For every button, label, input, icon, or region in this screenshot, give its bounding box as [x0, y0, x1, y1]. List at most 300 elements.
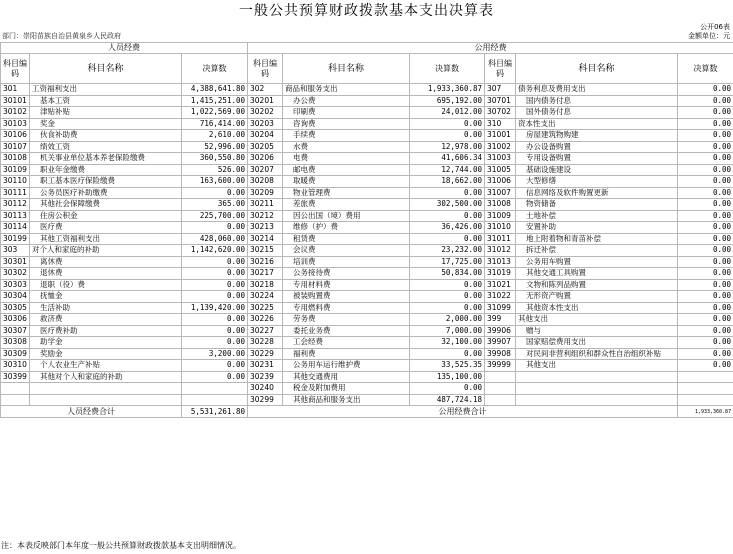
account-name: 其他支出: [516, 360, 678, 372]
account-amount: [182, 394, 248, 406]
account-amount: 0.00: [678, 268, 733, 280]
account-name: 物资储备: [516, 199, 678, 211]
account-name: 助学金: [30, 337, 182, 349]
account-code: 30112: [1, 199, 30, 211]
account-code: 30301: [1, 256, 30, 268]
account-code: 303: [1, 245, 30, 257]
account-amount: 0.00: [182, 187, 248, 199]
account-amount: 0.00: [410, 302, 485, 314]
account-amount: 50,834.00: [410, 268, 485, 280]
account-amount: 33,525.35: [410, 360, 485, 372]
account-name: 劳务费: [283, 314, 410, 326]
account-code: 30108: [1, 153, 30, 165]
account-code: 30308: [1, 337, 30, 349]
account-name: 福利费: [283, 348, 410, 360]
account-name: 抚恤金: [30, 291, 182, 303]
account-name: 水费: [283, 141, 410, 153]
table-row: [1, 348, 733, 360]
account-name: 机关事业单位基本养老保险缴费: [30, 153, 182, 165]
account-code: 30309: [1, 348, 30, 360]
account-amount: 0.00: [678, 199, 733, 211]
department-label: 部门：崇阳苗族自治县黄泉乡人民政府: [2, 32, 121, 40]
account-code: 30213: [248, 222, 283, 234]
account-amount: 0.00: [182, 360, 248, 372]
account-code: [1, 394, 30, 406]
table-row: [1, 256, 733, 268]
account-code: 30306: [1, 314, 30, 326]
account-code: 39906: [485, 325, 516, 337]
account-name: 因公出国（境）费用: [283, 210, 410, 222]
account-name: 债务利息及费用支出: [516, 84, 678, 96]
account-code: 31009: [485, 210, 516, 222]
table-row: [1, 141, 733, 153]
account-amount: 0.00: [182, 314, 248, 326]
table-row: [1, 383, 733, 395]
header-code: 科目编码: [485, 54, 516, 84]
account-name: 对民间非营利组织和群众性自治组织补贴: [516, 348, 678, 360]
account-amount: 2,000.00: [410, 314, 485, 326]
account-name: 拆迁补偿: [516, 245, 678, 257]
account-name: 个人农业生产补贴: [30, 360, 182, 372]
account-name: 办公费: [283, 95, 410, 107]
account-code: 30299: [248, 394, 283, 406]
account-amount: 360,550.80: [182, 153, 248, 165]
account-name: [30, 394, 182, 406]
account-name: 绩效工资: [30, 141, 182, 153]
account-name: 安置补助: [516, 222, 678, 234]
account-code: [1, 383, 30, 395]
table-row: [1, 337, 733, 349]
account-name: 办公设备购置: [516, 141, 678, 153]
account-amount: 0.00: [182, 222, 248, 234]
account-code: 30231: [248, 360, 283, 372]
account-name: 基础设施建设: [516, 164, 678, 176]
account-code: 30303: [1, 279, 30, 291]
account-code: 31008: [485, 199, 516, 211]
account-code: 31012: [485, 245, 516, 257]
account-amount: 17,725.00: [410, 256, 485, 268]
account-amount: 0.00: [678, 222, 733, 234]
account-name: 租赁费: [283, 233, 410, 245]
account-name: 医疗费补助: [30, 325, 182, 337]
account-amount: 0.00: [678, 348, 733, 360]
header-amount: 决算数: [182, 54, 248, 84]
account-name: 土地补偿: [516, 210, 678, 222]
public-total-label: 公用经费合计: [248, 406, 678, 418]
account-code: [485, 383, 516, 395]
account-amount: [678, 383, 733, 395]
account-code: 39999: [485, 360, 516, 372]
account-code: 30114: [1, 222, 30, 234]
public-total-amount: 1,933,360.87: [678, 406, 733, 418]
account-name: 咨询费: [283, 118, 410, 130]
account-amount: 163,600.00: [182, 176, 248, 188]
personnel-total-label: 人员经费合计: [1, 406, 182, 418]
table-row: [1, 118, 733, 130]
account-amount: 225,700.00: [182, 210, 248, 222]
account-amount: 36,426.00: [410, 222, 485, 234]
account-name: 印刷费: [283, 107, 410, 119]
account-amount: 1,415,251.00: [182, 95, 248, 107]
header-name: 科目名称: [516, 54, 678, 84]
account-code: 30217: [248, 268, 283, 280]
account-name: 其他商品和服务支出: [283, 394, 410, 406]
table-row: [1, 268, 733, 280]
account-name: 生活补助: [30, 302, 182, 314]
account-code: 30304: [1, 291, 30, 303]
account-code: 30225: [248, 302, 283, 314]
table-row: [1, 291, 733, 303]
section-public: 公用经费: [248, 43, 733, 54]
account-name: [516, 371, 678, 383]
account-amount: 12,978.00: [410, 141, 485, 153]
account-name: [516, 383, 678, 395]
account-amount: 135,100.00: [410, 371, 485, 383]
account-amount: 0.00: [678, 164, 733, 176]
account-code: 30209: [248, 187, 283, 199]
account-name: 商品和服务支出: [283, 84, 410, 96]
account-code: 31011: [485, 233, 516, 245]
totals-row: [1, 406, 733, 418]
account-code: 30218: [248, 279, 283, 291]
section-personnel: 人员经费: [1, 43, 248, 54]
account-code: 30199: [1, 233, 30, 245]
account-name: 专用燃料费: [283, 302, 410, 314]
account-name: 房屋建筑物购建: [516, 130, 678, 142]
account-amount: 0.00: [678, 141, 733, 153]
account-amount: 0.00: [678, 245, 733, 257]
table-row: [1, 325, 733, 337]
account-name: 基本工资: [30, 95, 182, 107]
account-name: 其他社会保障缴费: [30, 199, 182, 211]
account-code: 30302: [1, 268, 30, 280]
table-row: [1, 95, 733, 107]
account-code: 30211: [248, 199, 283, 211]
account-amount: [678, 394, 733, 406]
account-name: 国内债务付息: [516, 95, 678, 107]
account-code: 30102: [1, 107, 30, 119]
account-code: 30701: [485, 95, 516, 107]
account-amount: 0.00: [678, 279, 733, 291]
account-name: 维修（护）费: [283, 222, 410, 234]
account-code: 30228: [248, 337, 283, 349]
account-code: 30113: [1, 210, 30, 222]
account-amount: 0.00: [410, 233, 485, 245]
account-code: 30206: [248, 153, 283, 165]
account-amount: 0.00: [678, 210, 733, 222]
account-amount: 1,139,420.00: [182, 302, 248, 314]
account-code: 30107: [1, 141, 30, 153]
account-name: 专用设备购置: [516, 153, 678, 165]
account-amount: 0.00: [678, 233, 733, 245]
account-amount: 52,996.00: [182, 141, 248, 153]
account-name: 其他对个人和家庭的补助: [30, 371, 182, 383]
account-amount: 0.00: [410, 210, 485, 222]
account-amount: 0.00: [410, 187, 485, 199]
account-amount: 0.00: [182, 279, 248, 291]
expenditure-table: [0, 42, 733, 418]
account-name: 差旅费: [283, 199, 410, 211]
account-code: 39907: [485, 337, 516, 349]
table-row: [1, 176, 733, 188]
account-amount: 0.00: [678, 325, 733, 337]
header-code: 科目编码: [1, 54, 30, 84]
account-amount: 0.00: [182, 371, 248, 383]
account-amount: 0.00: [182, 337, 248, 349]
table-row: [1, 130, 733, 142]
account-name: 其他资本性支出: [516, 302, 678, 314]
account-code: 31022: [485, 291, 516, 303]
table-row: [1, 302, 733, 314]
account-amount: 0.00: [182, 268, 248, 280]
account-name: 工资福利支出: [30, 84, 182, 96]
account-name: 培训费: [283, 256, 410, 268]
account-amount: 24,012.00: [410, 107, 485, 119]
account-amount: 0.00: [410, 130, 485, 142]
account-name: 工会经费: [283, 337, 410, 349]
account-code: 30240: [248, 383, 283, 395]
form-code: 公开06表: [700, 23, 730, 31]
table-row: [1, 279, 733, 291]
account-code: 30207: [248, 164, 283, 176]
account-name: [516, 394, 678, 406]
account-code: 30227: [248, 325, 283, 337]
account-amount: 0.00: [678, 107, 733, 119]
account-name: 国外债务付息: [516, 107, 678, 119]
account-amount: 0.00: [678, 302, 733, 314]
account-amount: 0.00: [182, 291, 248, 303]
account-amount: 1,142,620.00: [182, 245, 248, 257]
account-name: 津贴补贴: [30, 107, 182, 119]
account-amount: 0.00: [678, 291, 733, 303]
account-name: 专用材料费: [283, 279, 410, 291]
account-code: 30702: [485, 107, 516, 119]
account-name: 取暖费: [283, 176, 410, 188]
table-row: [1, 314, 733, 326]
account-code: 30208: [248, 176, 283, 188]
table-row: [1, 210, 733, 222]
table-row: [1, 360, 733, 372]
account-name: 地上附着物和青苗补偿: [516, 233, 678, 245]
account-name: 邮电费: [283, 164, 410, 176]
account-name: 退职（役）费: [30, 279, 182, 291]
account-name: 离休费: [30, 256, 182, 268]
account-name: 会议费: [283, 245, 410, 257]
account-name: 电费: [283, 153, 410, 165]
account-code: 30216: [248, 256, 283, 268]
account-amount: 365.00: [182, 199, 248, 211]
account-amount: 695,192.00: [410, 95, 485, 107]
account-amount: 1,933,360.87: [410, 84, 485, 96]
account-amount: 2,610.00: [182, 130, 248, 142]
account-name: 奖金: [30, 118, 182, 130]
account-code: 30203: [248, 118, 283, 130]
table-row: [1, 153, 733, 165]
account-amount: 1,022,569.00: [182, 107, 248, 119]
header-amount: 决算数: [678, 54, 733, 84]
account-amount: 0.00: [678, 130, 733, 142]
account-code: 31021: [485, 279, 516, 291]
account-code: 30399: [1, 371, 30, 383]
account-code: [485, 371, 516, 383]
account-name: 公务用车运行维护费: [283, 360, 410, 372]
account-amount: 0.00: [678, 118, 733, 130]
account-name: 其他交通工具购置: [516, 268, 678, 280]
account-code: 31010: [485, 222, 516, 234]
footnote: 注：本表反映部门本年度一般公共预算财政拨款基本支出明细情况。: [1, 541, 241, 550]
account-amount: 0.00: [182, 256, 248, 268]
account-amount: 302,500.00: [410, 199, 485, 211]
account-code: 30109: [1, 164, 30, 176]
account-name: 职业年金缴费: [30, 164, 182, 176]
account-amount: 0.00: [678, 256, 733, 268]
account-code: 307: [485, 84, 516, 96]
account-code: [485, 394, 516, 406]
account-code: 39908: [485, 348, 516, 360]
account-amount: 0.00: [410, 279, 485, 291]
account-code: 30204: [248, 130, 283, 142]
account-code: 302: [248, 84, 283, 96]
account-name: 被装购置费: [283, 291, 410, 303]
account-amount: [182, 383, 248, 395]
table-row: [1, 371, 733, 383]
account-amount: 41,606.34: [410, 153, 485, 165]
table-row: [1, 222, 733, 234]
account-code: 30226: [248, 314, 283, 326]
account-amount: 428,060.00: [182, 233, 248, 245]
account-name: 救济费: [30, 314, 182, 326]
account-name: 信息网络及软件购置更新: [516, 187, 678, 199]
header-name: 科目名称: [283, 54, 410, 84]
account-name: 大型修缮: [516, 176, 678, 188]
account-code: 30224: [248, 291, 283, 303]
account-name: 税金及附加费用: [283, 383, 410, 395]
account-amount: 0.00: [410, 118, 485, 130]
account-amount: 7,000.00: [410, 325, 485, 337]
account-code: 30205: [248, 141, 283, 153]
page-title: 一般公共预算财政拨款基本支出决算表: [239, 3, 494, 19]
account-amount: 0.00: [678, 187, 733, 199]
account-code: 31006: [485, 176, 516, 188]
account-amount: 3,200.00: [182, 348, 248, 360]
account-amount: 4,388,641.80: [182, 84, 248, 96]
account-amount: 487,724.18: [410, 394, 485, 406]
account-amount: 23,232.00: [410, 245, 485, 257]
table-row: [1, 107, 733, 119]
account-name: 奖励金: [30, 348, 182, 360]
account-code: 31099: [485, 302, 516, 314]
account-amount: 18,662.00: [410, 176, 485, 188]
account-code: 30103: [1, 118, 30, 130]
account-code: 31002: [485, 141, 516, 153]
account-code: 31001: [485, 130, 516, 142]
account-name: 医疗费: [30, 222, 182, 234]
header-name: 科目名称: [30, 54, 182, 84]
table-row: [1, 394, 733, 406]
account-amount: 0.00: [410, 383, 485, 395]
header-amount: 决算数: [410, 54, 485, 84]
account-name: 物业管理费: [283, 187, 410, 199]
account-code: 30305: [1, 302, 30, 314]
account-amount: 32,100.00: [410, 337, 485, 349]
account-name: 国家赔偿费用支出: [516, 337, 678, 349]
account-code: 30307: [1, 325, 30, 337]
account-code: 30106: [1, 130, 30, 142]
table-row: [1, 84, 733, 96]
account-code: 30101: [1, 95, 30, 107]
account-code: 30214: [248, 233, 283, 245]
account-amount: 0.00: [678, 360, 733, 372]
account-code: 31005: [485, 164, 516, 176]
account-name: 其他支出: [516, 314, 678, 326]
account-code: 31013: [485, 256, 516, 268]
account-code: 30215: [248, 245, 283, 257]
account-code: 30111: [1, 187, 30, 199]
account-name: 其他工资福利支出: [30, 233, 182, 245]
account-name: 委托业务费: [283, 325, 410, 337]
account-amount: 0.00: [410, 348, 485, 360]
account-amount: 0.00: [678, 153, 733, 165]
account-amount: 0.00: [678, 314, 733, 326]
unit-label: 金额单位：元: [688, 32, 730, 40]
account-code: 30201: [248, 95, 283, 107]
account-code: 31003: [485, 153, 516, 165]
account-name: 其他交通费用: [283, 371, 410, 383]
account-amount: 0.00: [410, 291, 485, 303]
account-name: 公务接待费: [283, 268, 410, 280]
account-name: [30, 383, 182, 395]
account-code: 30212: [248, 210, 283, 222]
account-amount: 0.00: [678, 84, 733, 96]
account-name: 伙食补助费: [30, 130, 182, 142]
table-row: [1, 245, 733, 257]
account-code: 30202: [248, 107, 283, 119]
account-code: 30229: [248, 348, 283, 360]
account-amount: 0.00: [678, 176, 733, 188]
account-amount: 0.00: [678, 337, 733, 349]
account-name: 对个人和家庭的补助: [30, 245, 182, 257]
account-name: 手续费: [283, 130, 410, 142]
account-amount: [678, 371, 733, 383]
account-name: 文物和陈列品购置: [516, 279, 678, 291]
account-name: 职工基本医疗保险缴费: [30, 176, 182, 188]
account-code: 31007: [485, 187, 516, 199]
account-amount: 0.00: [182, 325, 248, 337]
account-name: 公务用车购置: [516, 256, 678, 268]
table-row: [1, 164, 733, 176]
header-code: 科目编码: [248, 54, 283, 84]
account-code: 30239: [248, 371, 283, 383]
account-name: 公务员医疗补助缴费: [30, 187, 182, 199]
personnel-total-amount: 5,531,261.80: [182, 406, 248, 418]
account-code: 301: [1, 84, 30, 96]
account-amount: 12,744.00: [410, 164, 485, 176]
table-row: [1, 233, 733, 245]
account-code: 30310: [1, 360, 30, 372]
account-name: 无形资产购置: [516, 291, 678, 303]
account-code: 399: [485, 314, 516, 326]
account-code: 31019: [485, 268, 516, 280]
table-row: [1, 187, 733, 199]
account-name: 住房公积金: [30, 210, 182, 222]
account-code: 310: [485, 118, 516, 130]
account-code: 30110: [1, 176, 30, 188]
account-amount: 0.00: [678, 95, 733, 107]
account-name: 退休费: [30, 268, 182, 280]
account-amount: 716,414.00: [182, 118, 248, 130]
table-row: [1, 199, 733, 211]
account-name: 赠与: [516, 325, 678, 337]
